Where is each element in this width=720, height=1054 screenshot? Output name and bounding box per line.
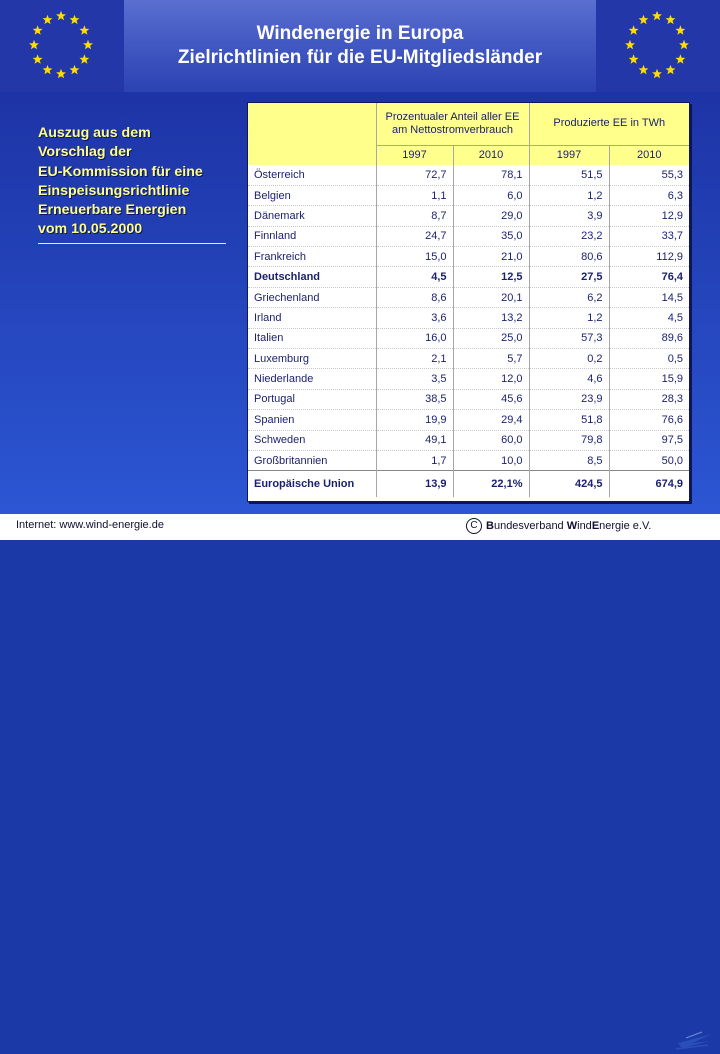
side-note-line: EU-Kommission für eine: [38, 163, 203, 180]
value-cell: 29,0: [453, 206, 529, 226]
side-note-line: vom 10.05.2000: [38, 221, 143, 238]
value-cell: 8,7: [376, 206, 453, 226]
value-cell: 49,1: [376, 430, 453, 450]
star-icon: [56, 69, 66, 78]
value-cell: 28,3: [609, 389, 689, 409]
country-cell: Niederlande: [248, 369, 376, 389]
value-cell: 19,9: [376, 410, 453, 430]
star-icon: [29, 40, 39, 49]
value-cell: 23,9: [529, 389, 609, 409]
table-row: [248, 165, 689, 185]
value-cell: 424,5: [529, 471, 609, 497]
value-cell: 8,6: [376, 287, 453, 307]
value-cell: 3,5: [376, 369, 453, 389]
table-row: [248, 226, 689, 246]
value-cell: 38,5: [376, 389, 453, 409]
side-note-line: Auszug aus dem: [38, 125, 151, 141]
value-cell: 14,5: [609, 287, 689, 307]
value-cell: 78,1: [453, 165, 529, 185]
star-icon: [56, 11, 66, 20]
value-cell: 3,6: [376, 308, 453, 328]
side-note-line: Erneuerbare Energien: [38, 202, 187, 219]
value-cell: 27,5: [529, 267, 609, 287]
data-table: [248, 103, 689, 497]
table-row: [248, 206, 689, 226]
value-cell: 12,0: [453, 369, 529, 389]
divider: [38, 243, 226, 244]
footer: [0, 514, 720, 540]
org-name-part: ind: [577, 519, 592, 532]
value-cell: 51,8: [529, 410, 609, 430]
value-cell: 25,0: [453, 328, 529, 348]
table-row: [248, 247, 689, 267]
value-cell: 80,6: [529, 247, 609, 267]
value-cell: 55,3: [609, 165, 689, 185]
value-cell: 20,1: [453, 287, 529, 307]
country-cell: Italien: [248, 328, 376, 348]
value-cell: 1,7: [376, 450, 453, 470]
copyright-icon: C: [466, 518, 482, 534]
eu-flag-right: [596, 0, 720, 92]
value-cell: 674,9: [609, 471, 689, 497]
star-icon: [43, 65, 53, 74]
table-corner: [248, 103, 376, 165]
country-cell: Spanien: [248, 410, 376, 430]
star-icon: [652, 11, 662, 20]
table-row: [248, 185, 689, 205]
value-cell: 5,7: [453, 349, 529, 369]
footer-website: Internet: www.wind-energie.de: [16, 519, 164, 531]
country-cell: Frankreich: [248, 247, 376, 267]
value-cell: 23,2: [529, 226, 609, 246]
value-cell: 4,5: [376, 267, 453, 287]
value-cell: 112,9: [609, 247, 689, 267]
value-cell: 76,4: [609, 267, 689, 287]
country-cell: Schweden: [248, 430, 376, 450]
star-icon: [675, 54, 685, 63]
value-cell: 0,5: [609, 349, 689, 369]
table-row: [248, 287, 689, 307]
value-cell: 8,5: [529, 450, 609, 470]
value-cell: 1,2: [529, 308, 609, 328]
star-icon: [625, 40, 635, 49]
value-cell: 22,1%: [453, 471, 529, 497]
value-cell: 35,0: [453, 226, 529, 246]
star-icon: [652, 69, 662, 78]
value-cell: 1,2: [529, 185, 609, 205]
star-icon: [83, 40, 93, 49]
org-name-part: B: [486, 519, 494, 532]
org-name-part: W: [566, 519, 578, 532]
country-cell: Deutschland: [248, 267, 376, 287]
star-icon: [629, 25, 639, 34]
page-title: Windenergie in Europa: [256, 23, 464, 44]
country-cell: Großbritannien: [248, 450, 376, 470]
star-icon: [79, 25, 89, 34]
country-cell: Irland: [248, 308, 376, 328]
value-cell: 51,5: [529, 165, 609, 185]
value-cell: 6,0: [453, 185, 529, 205]
value-cell: 97,5: [609, 430, 689, 450]
star-icon: [70, 65, 80, 74]
value-cell: 45,6: [453, 389, 529, 409]
table-row: [248, 450, 689, 470]
value-cell: 13,9: [376, 471, 453, 497]
star-icon: [43, 15, 53, 24]
side-note-line: Vorschlag der: [38, 144, 132, 161]
country-cell: Portugal: [248, 389, 376, 409]
star-icon: [666, 15, 676, 24]
value-cell: 16,0: [376, 328, 453, 348]
value-cell: 3,9: [529, 206, 609, 226]
value-cell: 57,3: [529, 328, 609, 348]
column-group-header: Prozentualer Anteil aller EE am Nettostromverbrauch: [376, 103, 529, 145]
star-icon: [666, 65, 676, 74]
table-row: [248, 430, 689, 450]
data-table-panel: [247, 102, 690, 502]
value-cell: 15,9: [609, 369, 689, 389]
side-note: [38, 124, 228, 240]
column-group-header: Produzierte EE in TWh: [529, 103, 689, 145]
star-icon: [70, 15, 80, 24]
star-icon: [679, 40, 689, 49]
eu-flag-left: [0, 0, 124, 92]
value-cell: 79,8: [529, 430, 609, 450]
table-row: [248, 369, 689, 389]
value-cell: 76,6: [609, 410, 689, 430]
country-cell: Finnland: [248, 226, 376, 246]
value-cell: 72,7: [376, 165, 453, 185]
value-cell: 10,0: [453, 450, 529, 470]
eu-flag-icon: [596, 0, 720, 92]
country-cell: Belgien: [248, 185, 376, 205]
value-cell: 12,9: [609, 206, 689, 226]
country-cell: Europäische Union: [248, 471, 376, 497]
value-cell: 24,7: [376, 226, 453, 246]
table-row: [248, 328, 689, 348]
country-cell: Griechenland: [248, 287, 376, 307]
value-cell: 21,0: [453, 247, 529, 267]
value-cell: 6,2: [529, 287, 609, 307]
table-row: [248, 389, 689, 409]
org-name-part: E: [591, 519, 600, 532]
value-cell: 33,7: [609, 226, 689, 246]
star-icon: [675, 25, 685, 34]
header: [0, 0, 720, 92]
value-cell: 50,0: [609, 450, 689, 470]
eu-flag-icon: [0, 0, 124, 92]
table-row: [248, 349, 689, 369]
column-header: 1997: [376, 145, 453, 165]
value-cell: 6,3: [609, 185, 689, 205]
value-cell: 0,2: [529, 349, 609, 369]
value-cell: 12,5: [453, 267, 529, 287]
column-header: 2010: [453, 145, 529, 165]
page-subtitle: Zielrichtlinien für die EU-Mitgliedsländer: [177, 47, 543, 68]
org-name-part: undesverband: [493, 519, 567, 532]
value-cell: 29,4: [453, 410, 529, 430]
value-cell: 89,6: [609, 328, 689, 348]
column-header: 2010: [609, 145, 689, 165]
star-icon: [33, 25, 43, 34]
table-body: [248, 165, 689, 497]
column-header: 1997: [529, 145, 609, 165]
header-band: [124, 0, 596, 92]
star-icon: [79, 54, 89, 63]
org-name-part: nergie e.V.: [599, 519, 652, 532]
value-cell: 2,1: [376, 349, 453, 369]
table-row: [248, 410, 689, 430]
value-cell: 60,0: [453, 430, 529, 450]
side-note-line: Einspeisungsrichtlinie: [38, 182, 190, 199]
value-cell: 1,1: [376, 185, 453, 205]
value-cell: 4,6: [529, 369, 609, 389]
table-row: [248, 267, 689, 287]
bwe-logo-icon: [672, 1028, 716, 1054]
star-icon: [639, 65, 649, 74]
country-cell: Dänemark: [248, 206, 376, 226]
footer-copyright: [466, 518, 651, 534]
star-icon: [639, 15, 649, 24]
table-total-row: [248, 471, 689, 497]
country-cell: Luxemburg: [248, 349, 376, 369]
value-cell: 15,0: [376, 247, 453, 267]
value-cell: 13,2: [453, 308, 529, 328]
value-cell: 4,5: [609, 308, 689, 328]
star-icon: [629, 54, 639, 63]
country-cell: Österreich: [248, 165, 376, 185]
table-row: [248, 308, 689, 328]
star-icon: [33, 54, 43, 63]
